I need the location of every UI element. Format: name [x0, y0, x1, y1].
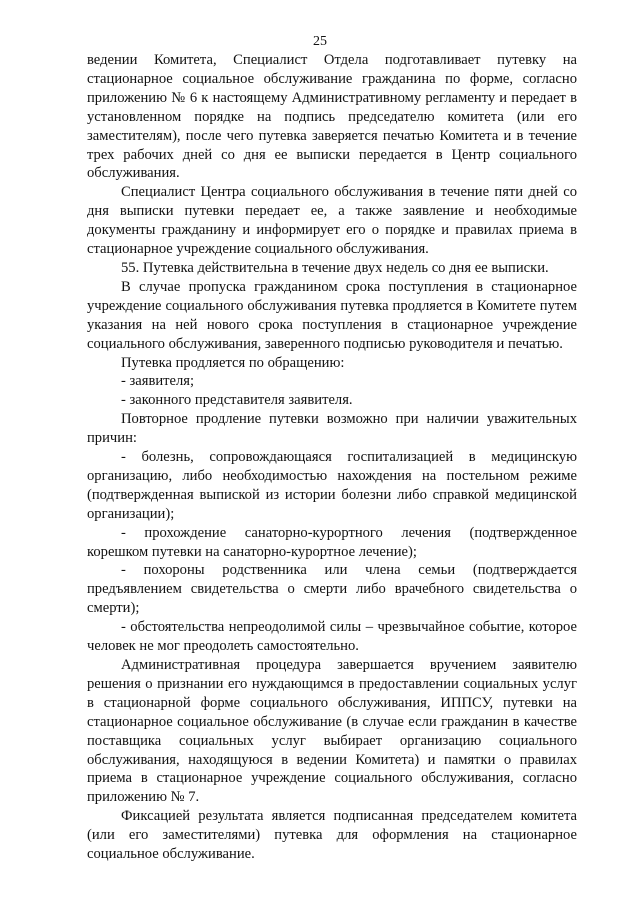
list-item-funeral: - похороны родственника или члена семьи (подтверждается предъявлением свидетельства о смерти либо врачебного свидетельства о смерти);: [87, 562, 577, 617]
paragraph-voucher-extension: В случае пропуска гражданином срока поступления в стационарное учреждение социального обслуживания путевка продляется в Комитете путем указания на ней нового срока поступления в стационарное учреждение социального обслуживания, заверенного подписью руководителя и печатью.: [87, 278, 577, 352]
paragraph-extension-by-request: Путевка продляется по обращению:: [121, 354, 345, 371]
list-item-legal-representative: - законного представителя заявителя.: [121, 392, 353, 409]
list-item-sanatorium-treatment: - прохождение санаторно-курортного лечения (подтвержденное корешком путевки на санаторно-курортное лечение);: [87, 524, 577, 560]
paragraph-result-fixation: Фиксацией результата является подписанная председателем комитета (или его заместителями) путевка для оформления на стационарное социальное обслуживание.: [87, 808, 577, 863]
list-item-applicant: - заявителя;: [121, 373, 195, 390]
document-body: [87, 51, 577, 864]
paragraph-committee-voucher-preparation: ведении Комитета, Специалист Отдела подготавливает путевку на стационарное социальное обслуживание гражданина по форме, согласно приложению № 6 к настоящему Административному регламенту и передает в установленном порядке на подпись председателю комитета (или его заместителям), после чего путевка заверяется печатью Комитета и в течение трех рабочих дней со дня ее выписки передается в Центр социального обслуживания.: [87, 52, 577, 182]
list-item-force-majeure: - обстоятельства непреодолимой силы – чрезвычайное событие, которое человек не мог преодолеть самостоятельно.: [87, 619, 577, 655]
paragraph-center-specialist: Специалист Центра социального обслуживания в течение пяти дней со дня выписки путевки передает ее, а также заявление и необходимые документы гражданину и информирует его о порядке и правилах приема в стационарное учреждение социального обслуживания.: [87, 184, 577, 258]
paragraph-voucher-validity: 55. Путевка действительна в течение двух недель со дня ее выписки.: [121, 259, 549, 276]
page-number: 25: [313, 34, 327, 49]
paragraph-procedure-completion: Административная процедура завершается вручением заявителю решения о признании его нуждающимся в предоставлении социальных услуг в стационарной форме социального обслуживания, ИППСУ, путевки на стационарное социальное обслуживание (в случае если гражданин в качестве поставщика социальных услуг выбирает организацию социального обслуживания, находящуюся в ведении Комитета) и памятки о правилах приема в стационарное учреждение социального обслуживания, согласно приложению № 7.: [87, 657, 577, 806]
paragraph-repeated-extension: Повторное продление путевки возможно при наличии уважительных причин:: [87, 411, 577, 447]
list-item-illness: - болезнь, сопровождающаяся госпитализацией в медицинскую организацию, либо необходимостью нахождения на постельном режиме (подтвержденная выпиской из истории болезни либо справкой медицинской организации);: [87, 449, 577, 522]
